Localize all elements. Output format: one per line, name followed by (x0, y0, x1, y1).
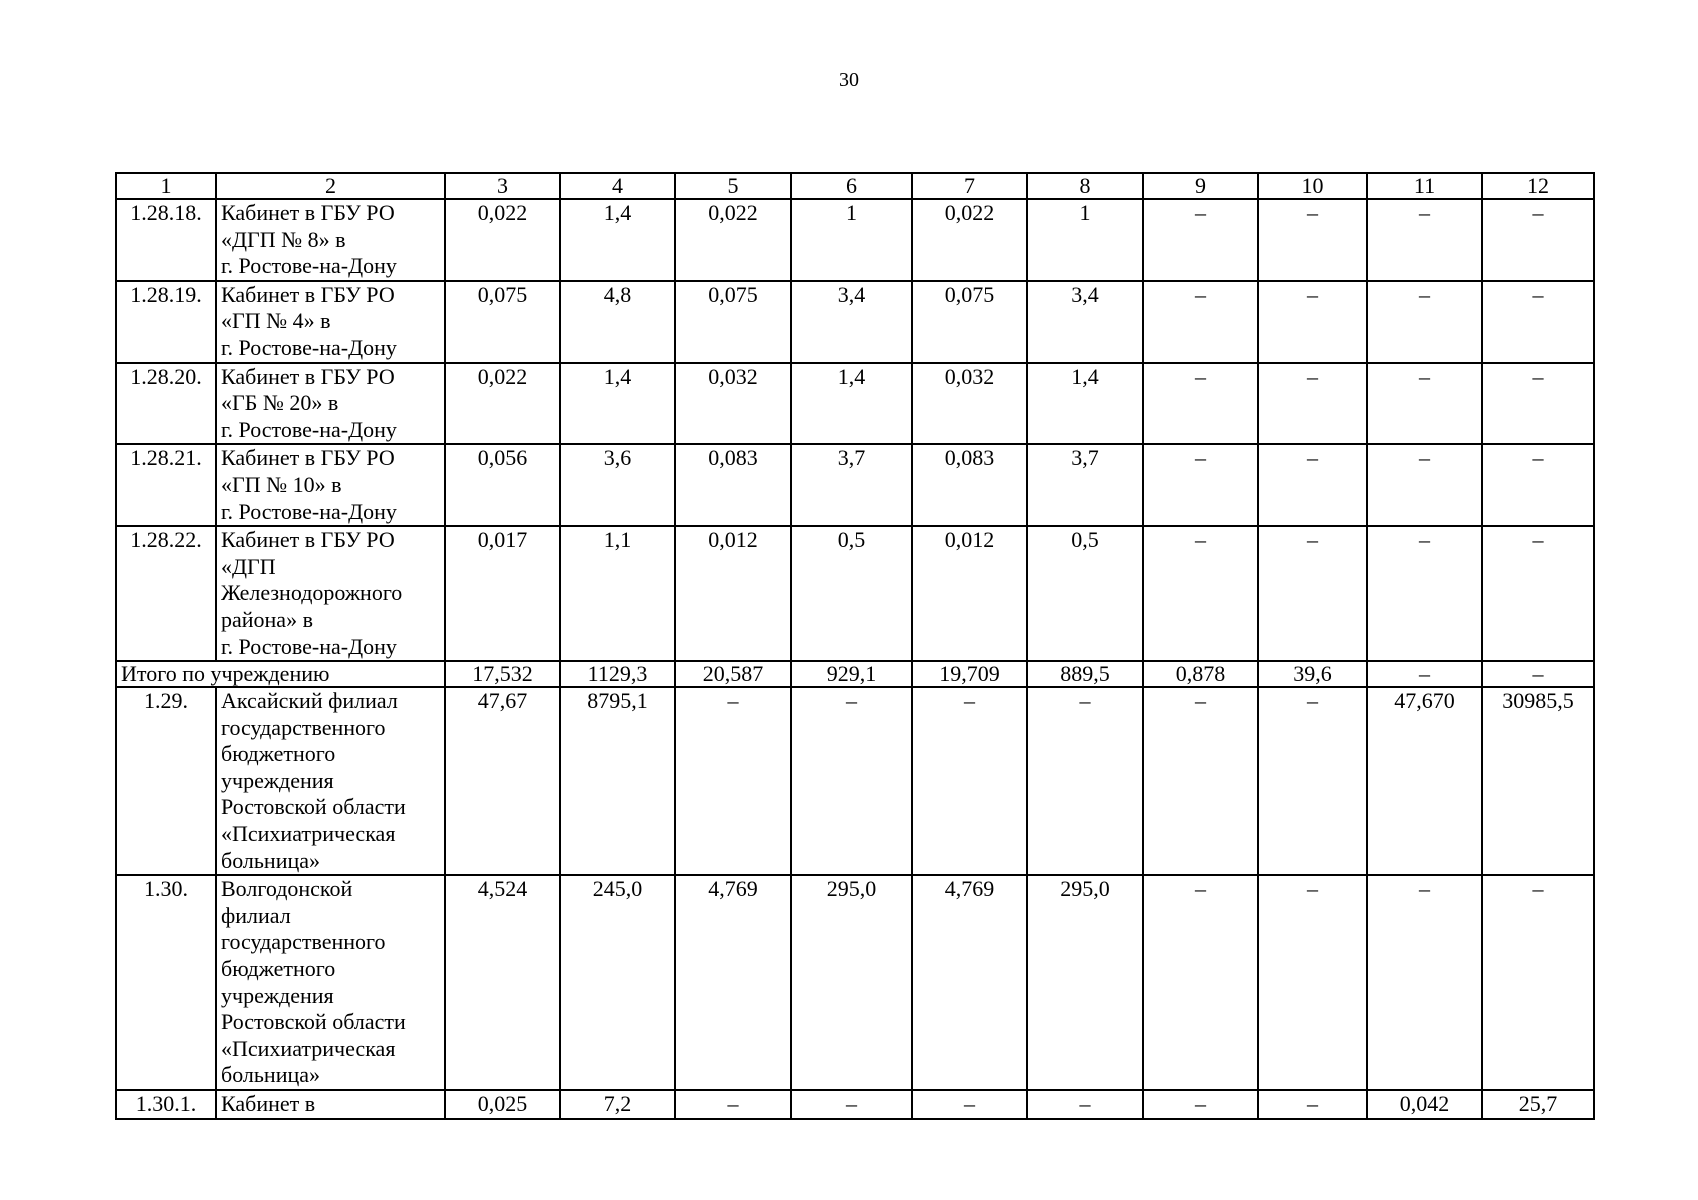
table-row (116, 363, 1594, 445)
value-cell: – (1143, 1090, 1258, 1119)
value-cell: 4,8 (560, 281, 675, 363)
table-row (116, 281, 1594, 363)
value-cell: 4,524 (445, 875, 560, 1090)
column-header: 3 (445, 173, 560, 199)
value-cell: – (912, 1090, 1027, 1119)
value-cell: – (1482, 875, 1594, 1090)
name-line: филиал (221, 902, 291, 928)
column-header: 5 (675, 173, 791, 199)
value-cell: 0,032 (675, 363, 791, 445)
value-cell: 0,083 (675, 444, 791, 526)
name-line: «ГБ № 20» в (221, 390, 339, 416)
total-value-cell: 19,709 (912, 661, 1027, 687)
value-cell: – (1143, 199, 1258, 281)
table-row (116, 444, 1594, 526)
value-cell: 3,4 (791, 281, 912, 363)
column-header: 11 (1367, 173, 1482, 199)
value-cell: – (1143, 875, 1258, 1090)
column-header: 1 (116, 173, 216, 199)
value-cell: – (1143, 526, 1258, 661)
row-number: 1.30. (116, 875, 216, 1090)
value-cell: 1 (791, 199, 912, 281)
name-line: г. Ростове-на-Дону (221, 334, 397, 360)
value-cell: 0,083 (912, 444, 1027, 526)
total-value-cell: 1129,3 (560, 661, 675, 687)
institution-name (216, 875, 445, 1090)
name-line: Кабинет в ГБУ РО (221, 527, 395, 553)
value-cell: 0,012 (912, 526, 1027, 661)
value-cell: 3,6 (560, 444, 675, 526)
value-cell: 30985,5 (1482, 687, 1594, 875)
name-line: государственного (221, 714, 386, 740)
value-cell: – (791, 687, 912, 875)
total-value-cell: 17,532 (445, 661, 560, 687)
value-cell: – (1258, 687, 1367, 875)
row-number: 1.28.19. (116, 281, 216, 363)
value-cell: 0,075 (675, 281, 791, 363)
value-cell: 0,056 (445, 444, 560, 526)
value-cell: – (1027, 687, 1143, 875)
row-number: 1.30.1. (116, 1090, 216, 1119)
name-line: г. Ростове-на-Дону (221, 633, 397, 659)
value-cell: 0,022 (675, 199, 791, 281)
value-cell: – (1482, 199, 1594, 281)
name-line: бюджетного (221, 741, 336, 767)
name-line: «ДГП (221, 553, 276, 579)
name-line: «ГП № 10» в (221, 471, 342, 497)
name-line: Ростовской области (221, 1009, 406, 1035)
value-cell: – (1143, 444, 1258, 526)
value-cell: – (1367, 199, 1482, 281)
row-number: 1.28.20. (116, 363, 216, 445)
column-header: 10 (1258, 173, 1367, 199)
page-number: 30 (839, 69, 859, 91)
value-cell: 0,022 (445, 363, 560, 445)
institution-name (216, 363, 445, 445)
value-cell: 0,5 (1027, 526, 1143, 661)
name-line: района» в (221, 606, 313, 632)
value-cell: – (1367, 526, 1482, 661)
name-line: Кабинет в ГБУ РО (221, 200, 395, 225)
total-value-cell: 929,1 (791, 661, 912, 687)
name-line: больница» (221, 1062, 320, 1088)
institution-name (216, 1090, 445, 1119)
row-number: 1.28.21. (116, 444, 216, 526)
value-cell: 0,012 (675, 526, 791, 661)
name-line: Волгодонской (221, 876, 353, 902)
name-line: больница» (221, 847, 320, 873)
total-label: Итого по учреждению (116, 661, 445, 687)
value-cell: 7,2 (560, 1090, 675, 1119)
data-table (115, 172, 1595, 1120)
value-cell: – (1258, 1090, 1367, 1119)
value-cell: – (1143, 281, 1258, 363)
total-value-cell: – (1482, 661, 1594, 687)
name-line: Аксайский филиал (221, 688, 398, 714)
value-cell: 4,769 (912, 875, 1027, 1090)
total-value-cell: 39,6 (1258, 661, 1367, 687)
name-line: «ГП № 4» в (221, 308, 331, 334)
table-row (116, 199, 1594, 281)
value-cell: 47,67 (445, 687, 560, 875)
column-header: 12 (1482, 173, 1594, 199)
value-cell: 1 (1027, 199, 1143, 281)
value-cell: 25,7 (1482, 1090, 1594, 1119)
value-cell: – (1143, 687, 1258, 875)
value-cell: – (1367, 875, 1482, 1090)
name-line: «Психиатрическая (221, 821, 396, 847)
value-cell: – (1258, 363, 1367, 445)
total-value-cell: 20,587 (675, 661, 791, 687)
value-cell: 0,075 (912, 281, 1027, 363)
total-value-cell: 0,878 (1143, 661, 1258, 687)
name-line: г. Ростове-на-Дону (221, 416, 397, 442)
table-row (116, 875, 1594, 1090)
column-header: 9 (1143, 173, 1258, 199)
institution-name (216, 444, 445, 526)
value-cell: 245,0 (560, 875, 675, 1090)
value-cell: 295,0 (1027, 875, 1143, 1090)
name-line: г. Ростове-на-Дону (221, 253, 397, 279)
institution-name (216, 526, 445, 661)
value-cell: – (1482, 444, 1594, 526)
table-row (116, 526, 1594, 661)
value-cell: 0,017 (445, 526, 560, 661)
value-cell: – (1258, 199, 1367, 281)
value-cell: – (1367, 363, 1482, 445)
name-line: Кабинет в ГБУ РО (221, 363, 395, 389)
value-cell: – (1258, 875, 1367, 1090)
value-cell: – (1367, 281, 1482, 363)
name-line: Кабинет в ГБУ РО (221, 281, 395, 307)
institution-name (216, 281, 445, 363)
column-header: 2 (216, 173, 445, 199)
value-cell: – (1143, 363, 1258, 445)
value-cell: – (1258, 526, 1367, 661)
value-cell: 0,075 (445, 281, 560, 363)
value-cell: 47,670 (1367, 687, 1482, 875)
column-header: 4 (560, 173, 675, 199)
value-cell: – (675, 1090, 791, 1119)
value-cell: 3,7 (1027, 444, 1143, 526)
value-cell: – (1482, 281, 1594, 363)
name-line: государственного (221, 929, 386, 955)
total-value-cell: 889,5 (1027, 661, 1143, 687)
table-row (116, 1090, 1594, 1119)
institution-name (216, 687, 445, 875)
value-cell: 3,7 (791, 444, 912, 526)
value-cell: 1,4 (791, 363, 912, 445)
name-line: г. Ростове-на-Дону (221, 498, 397, 524)
name-line: Кабинет в ГБУ РО (221, 445, 395, 471)
value-cell: – (1482, 363, 1594, 445)
total-row (116, 661, 1594, 687)
value-cell: 1,4 (560, 199, 675, 281)
value-cell: 0,042 (1367, 1090, 1482, 1119)
value-cell: 1,4 (560, 363, 675, 445)
value-cell: – (675, 687, 791, 875)
value-cell: – (1027, 1090, 1143, 1119)
name-line: бюджетного (221, 956, 336, 982)
value-cell: 8795,1 (560, 687, 675, 875)
name-line: Кабинет в (221, 1091, 316, 1116)
value-cell: 3,4 (1027, 281, 1143, 363)
table-body (116, 173, 1594, 1119)
value-cell: 295,0 (791, 875, 912, 1090)
value-cell: 4,769 (675, 875, 791, 1090)
column-header: 7 (912, 173, 1027, 199)
name-line: учреждения (221, 767, 334, 793)
value-cell: 0,022 (445, 199, 560, 281)
value-cell: – (1367, 444, 1482, 526)
value-cell: 0,032 (912, 363, 1027, 445)
value-cell: – (791, 1090, 912, 1119)
value-cell: – (912, 687, 1027, 875)
header-row (116, 173, 1594, 199)
value-cell: 1,1 (560, 526, 675, 661)
total-value-cell: – (1367, 661, 1482, 687)
institution-name (216, 199, 445, 281)
name-line: Ростовской области (221, 794, 406, 820)
value-cell: – (1258, 444, 1367, 526)
name-line: учреждения (221, 982, 334, 1008)
value-cell: 1,4 (1027, 363, 1143, 445)
value-cell: 0,5 (791, 526, 912, 661)
name-line: Железнодорожного (221, 580, 403, 606)
value-cell: – (1482, 526, 1594, 661)
value-cell: – (1258, 281, 1367, 363)
table-row (116, 687, 1594, 875)
row-number: 1.28.18. (116, 199, 216, 281)
value-cell: 0,022 (912, 199, 1027, 281)
row-number: 1.28.22. (116, 526, 216, 661)
name-line: «ДГП № 8» в (221, 226, 346, 252)
column-header: 8 (1027, 173, 1143, 199)
row-number: 1.29. (116, 687, 216, 875)
column-header: 6 (791, 173, 912, 199)
name-line: «Психиатрическая (221, 1035, 396, 1061)
value-cell: 0,025 (445, 1090, 560, 1119)
